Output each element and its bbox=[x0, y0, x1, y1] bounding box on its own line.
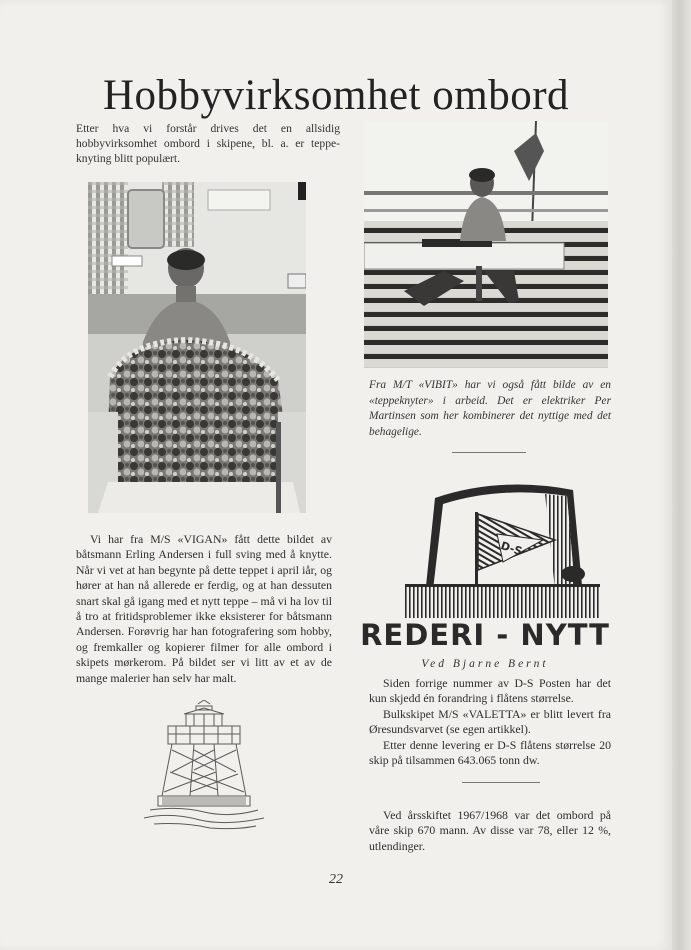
paragraph: Siden forrige nummer av D-S Posten har det kun skjedd én forandring i flåtens størrelse. bbox=[369, 676, 611, 706]
lighthouse-drawing bbox=[140, 700, 268, 830]
page-number: 22 bbox=[329, 872, 343, 887]
rederi-nytt-body bbox=[369, 676, 611, 768]
divider-line bbox=[452, 452, 526, 453]
ds-funnel-illustration bbox=[405, 478, 600, 630]
paragraph: Etter denne levering er D-S flåtens størrelse 20 skip på tilsammen 643.065 tonn dw. bbox=[369, 737, 611, 768]
flag-ds-text: D-S bbox=[499, 539, 524, 559]
crew-statistics-body bbox=[369, 808, 611, 854]
intro-text: Etter hva vi forstår drives det en allsidig hobbyvirksomhet ombord i skipene, bl. a. er teppe-knyting blitt populært. bbox=[76, 122, 340, 165]
rederi-nytt-heading: REDERI - NYTT bbox=[360, 618, 610, 652]
page-edge bbox=[672, 0, 691, 950]
photo-rug-knotter-image bbox=[88, 182, 306, 513]
photo-rug-knotter-vigan bbox=[88, 182, 306, 513]
ds-ship-funnel-logo bbox=[405, 478, 600, 630]
article-body-vigan bbox=[76, 532, 332, 686]
photo-deck-knotter-vibit bbox=[364, 121, 608, 368]
paragraph: Vi har fra M/S «VIGAN» fått dette bildet av båtsmann Erling Andersen i full sving med å knytte. Når vi vet at han begynte på dette teppet i april iår, og hører at han nå allerede er ferdig, og at han dessuten snart skal gå igang med et nytt teppe – må vi ha lov til å tro at fritidsproblemer ikke eksisterer for båtsmann Andersen. Forøvrig har han fotografering som hobby, og fremkaller og kopierer filmer for alle ombord i skipets mørkerom. På bildet ser vi litt av et av de mange malerier han selv har malt. bbox=[76, 532, 332, 685]
page-title: Hobbyvirksomhet ombord bbox=[102, 71, 570, 119]
photo-deck-knotter-image bbox=[364, 121, 608, 368]
paragraph: Ved årsskiftet 1967/1968 var det ombord på våre skip 670 mann. Av disse var 78, eller 12 %, utlendinger. bbox=[369, 808, 611, 853]
byline: Ved Bjarne Bernt bbox=[421, 658, 549, 670]
divider-line bbox=[462, 782, 540, 783]
photo-caption-vibit: Fra M/T «VIBIT» har vi også fått bilde av en «teppeknyter» i arbeid. Det er elektriker Per Martinsen som her kombinerer det nyttige med det behagelige. bbox=[369, 379, 611, 438]
lighthouse-sketch-illustration bbox=[140, 700, 268, 830]
paragraph: Bulkskipet M/S «VALETTA» er blitt levert fra Øresundsvarvet (se egen artikkel). bbox=[369, 706, 611, 737]
